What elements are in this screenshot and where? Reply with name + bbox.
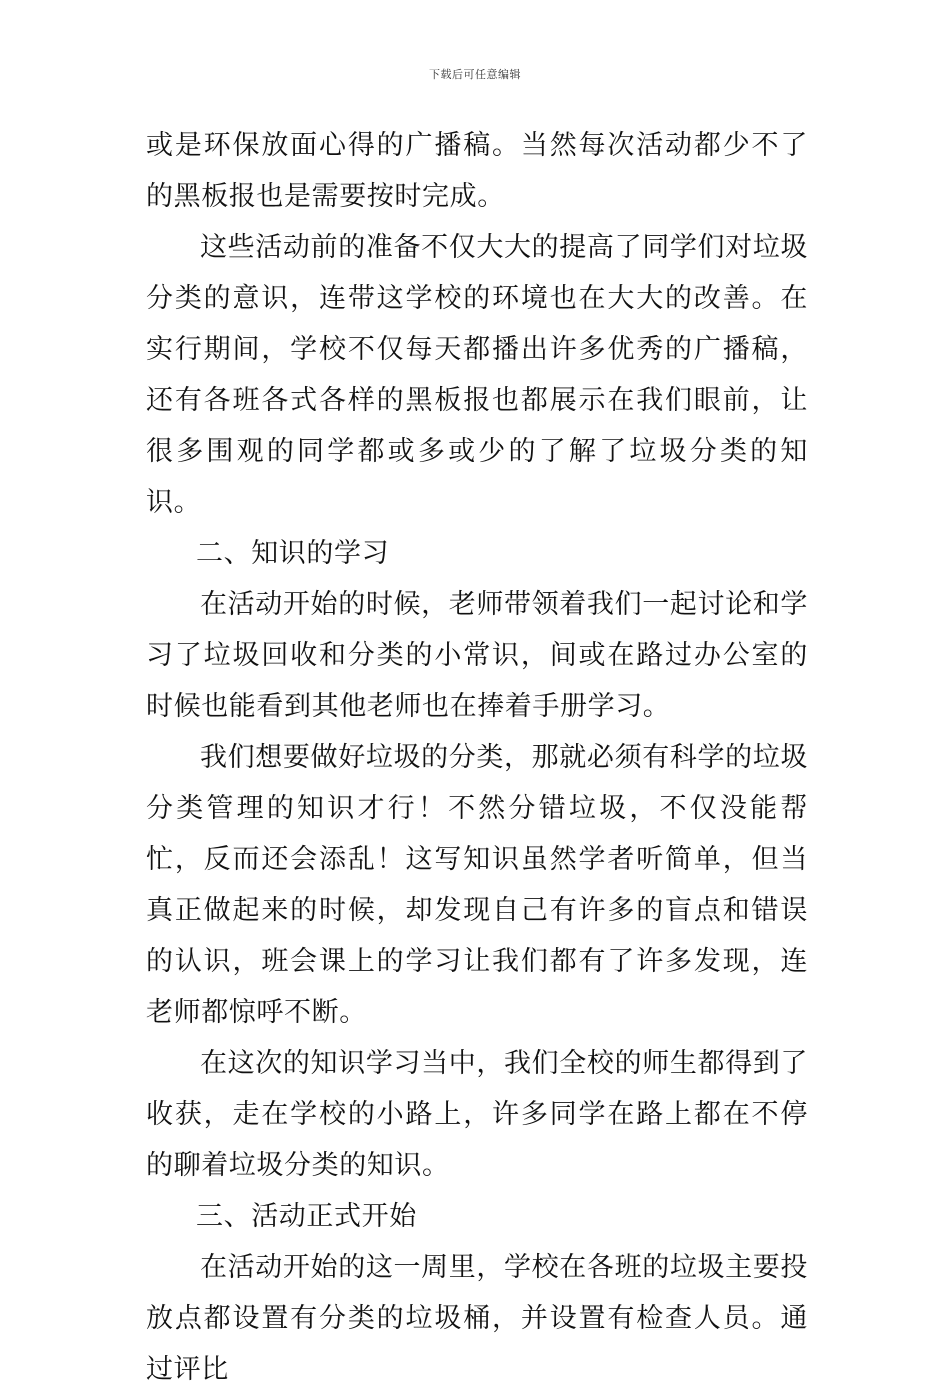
paragraph-continuation: 或是环保放面心得的广播稿。当然每次活动都少不了的黑板报也是需要按时完成。	[146, 130, 808, 212]
paragraph: 在这次的知识学习当中，我们全校的师生都得到了收获，走在学校的小路上，许多同学在路上都在不停的聊着垃圾分类的知识。	[146, 1048, 808, 1181]
section-heading: 二、知识的学习	[196, 538, 390, 569]
paragraph: 这些活动前的准备不仅大大的提高了同学们对垃圾分类的意识，连带这学校的环境也在大大的改善。在实行期间，学校不仅每天都播出许多优秀的广播稿，还有各班各式各样的黑板报也都展示在我们眼前，让很多围观的同学都或多或少的了解了垃圾分类的知识。	[146, 232, 808, 518]
paragraph: 在活动开始的时候，老师带领着我们一起讨论和学习了垃圾回收和分类的小常识，间或在路过办公室的时候也能看到其他老师也在捧着手册学习。	[146, 589, 808, 722]
paragraph: 我们想要做好垃圾的分类，那就必须有科学的垃圾分类管理的知识才行！不然分错垃圾，不仅没能帮忙，反而还会添乱！这写知识虽然学者听简单，但当真正做起来的时候，却发现自己有许多的盲点和错误的认识，班会课上的学习让我们都有了许多发现，连老师都惊呼不断。	[146, 742, 808, 1028]
section-heading: 三、活动正式开始	[196, 1201, 417, 1232]
paragraph: 在活动开始的这一周里，学校在各班的垃圾主要投放点都设置有分类的垃圾桶，并设置有检查人员。通过评比	[146, 1252, 808, 1385]
header-note: 下载后可任意编辑	[429, 68, 521, 81]
document-body	[146, 120, 808, 1395]
